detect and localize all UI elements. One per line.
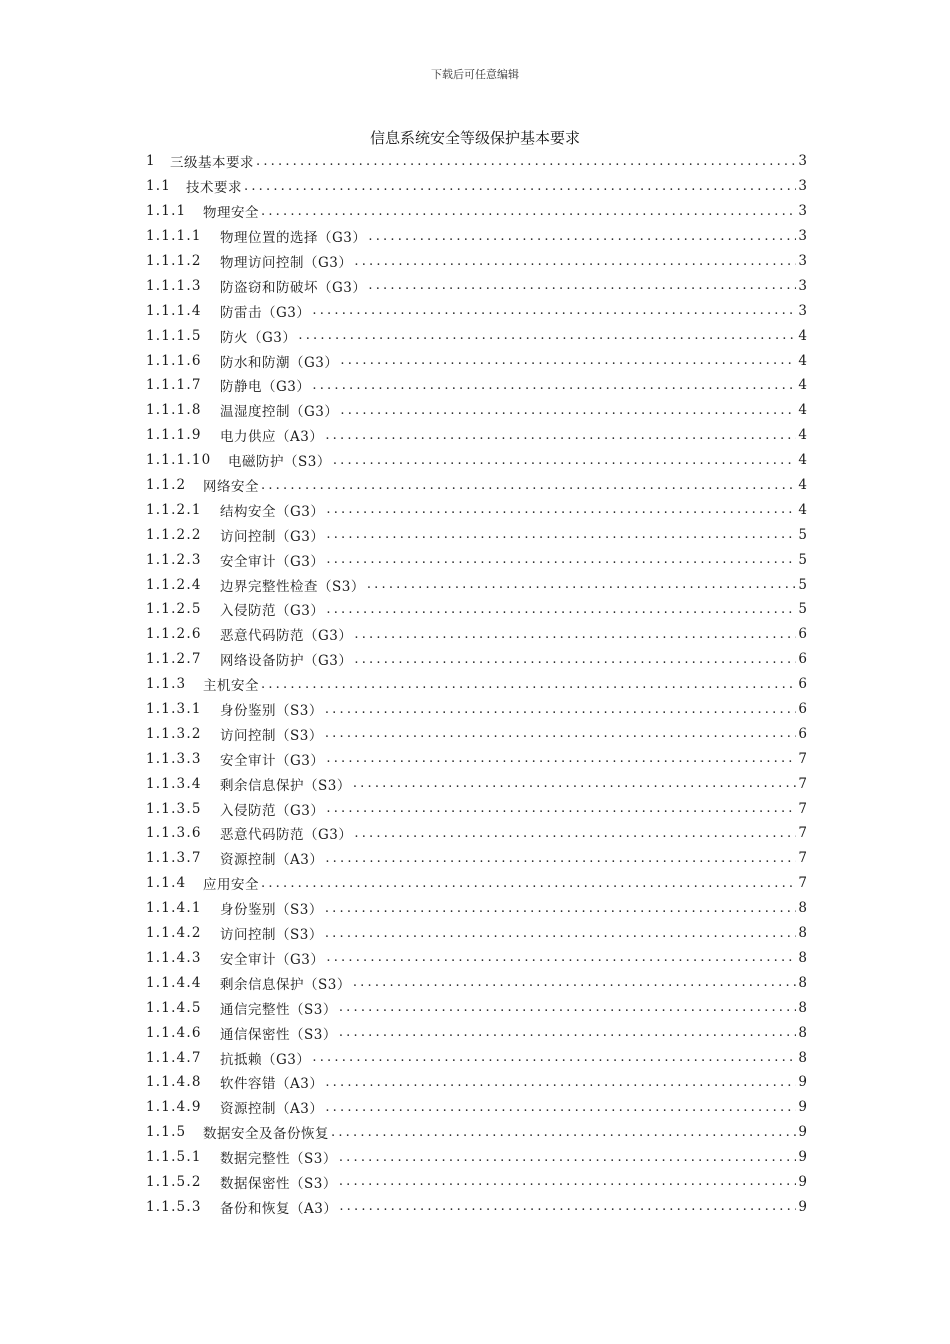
toc-entry[interactable] bbox=[146, 672, 807, 697]
toc-entry[interactable] bbox=[146, 398, 807, 423]
toc-entry-number: 1.1.4.1 bbox=[146, 900, 202, 917]
toc-entry-title: 物理访问控制（G3） bbox=[220, 255, 353, 271]
toc-entry-title: 防静电（G3） bbox=[220, 379, 311, 396]
toc-entry-page: 3 bbox=[798, 153, 807, 170]
toc-entry[interactable] bbox=[146, 547, 807, 572]
toc-entry-title: 电力供应（A3） bbox=[220, 429, 324, 446]
toc-entry-title: 安全审计（G3） bbox=[220, 752, 325, 769]
toc-entry-number: 1.1 bbox=[146, 178, 172, 195]
toc-entry-number: 1.1.2.1 bbox=[146, 501, 202, 518]
toc-entry-title: 网络设备防护（G3） bbox=[220, 653, 353, 670]
toc-dot-leader bbox=[325, 726, 796, 741]
toc-entry[interactable] bbox=[146, 298, 807, 323]
toc-entry-title: 结构安全（G3） bbox=[220, 503, 325, 520]
toc-entry-title: 安全审计（G3） bbox=[220, 553, 325, 570]
toc-dot-leader bbox=[312, 378, 796, 393]
toc-dot-leader bbox=[354, 826, 796, 841]
toc-entry[interactable] bbox=[146, 995, 807, 1020]
toc-entry-page: 4 bbox=[798, 501, 807, 518]
toc-entry[interactable] bbox=[146, 746, 807, 771]
toc-entry-title: 物理安全 bbox=[203, 205, 259, 222]
toc-entry-number: 1.1.5.2 bbox=[146, 1173, 202, 1190]
toc-dot-leader bbox=[340, 403, 796, 418]
toc-entry-number: 1.1.1.1 bbox=[146, 228, 202, 245]
toc-entry-number: 1.1.3.7 bbox=[146, 850, 202, 867]
toc-entry-page: 8 bbox=[798, 925, 807, 942]
toc-entry-page: 8 bbox=[798, 999, 807, 1016]
toc-entry-page: 4 bbox=[798, 377, 807, 394]
toc-entry-title: 剩余信息保护（S3） bbox=[220, 976, 351, 993]
toc-entry[interactable] bbox=[146, 273, 807, 298]
toc-entry-page: 7 bbox=[798, 800, 807, 817]
toc-entry[interactable] bbox=[146, 1045, 807, 1070]
toc-entry[interactable] bbox=[146, 1095, 807, 1120]
toc-entry-title: 安全审计（G3） bbox=[220, 951, 325, 968]
toc-dot-leader bbox=[339, 1000, 796, 1015]
toc-entry-title: 通信保密性（S3） bbox=[220, 1026, 337, 1043]
toc-dot-leader bbox=[261, 876, 796, 891]
toc-entry[interactable] bbox=[146, 871, 807, 896]
toc-entry-number: 1.1.1.4 bbox=[146, 302, 202, 319]
toc-entry-number: 1.1.4 bbox=[146, 875, 187, 892]
toc-dot-leader bbox=[325, 1075, 796, 1090]
toc-dot-leader bbox=[325, 428, 796, 443]
toc-entry-number: 1.1.2.7 bbox=[146, 651, 202, 668]
toc-entry-number: 1.1.4.3 bbox=[146, 949, 202, 966]
toc-entry[interactable] bbox=[146, 373, 807, 398]
toc-dot-leader bbox=[353, 776, 796, 791]
toc-entry-number: 1.1.4.6 bbox=[146, 1024, 202, 1041]
toc-entry[interactable] bbox=[146, 1070, 807, 1095]
toc-entry[interactable] bbox=[146, 497, 807, 522]
toc-entry-page: 7 bbox=[798, 850, 807, 867]
toc-entry[interactable] bbox=[146, 622, 807, 647]
toc-entry-title: 数据安全及备份恢复 bbox=[203, 1126, 329, 1143]
toc-entry-number: 1.1.2.4 bbox=[146, 576, 202, 593]
toc-entry-number: 1.1.4.9 bbox=[146, 1099, 202, 1116]
toc-entry-page: 8 bbox=[798, 1049, 807, 1066]
toc-entry-page: 5 bbox=[798, 601, 807, 618]
toc-dot-leader bbox=[340, 353, 796, 368]
toc-entry-title: 访问控制（S3） bbox=[220, 727, 323, 744]
toc-entry[interactable] bbox=[146, 473, 807, 498]
toc-dot-leader bbox=[326, 502, 796, 517]
toc-dot-leader bbox=[339, 1150, 796, 1165]
toc-entry-page: 9 bbox=[798, 1198, 807, 1215]
toc-entry-title: 软件容错（A3） bbox=[220, 1076, 324, 1093]
toc-dot-leader bbox=[312, 1050, 796, 1065]
toc-entry-page: 7 bbox=[798, 825, 807, 842]
toc-entry-number: 1.1.2.2 bbox=[146, 526, 202, 543]
toc-entry[interactable] bbox=[146, 348, 807, 373]
table-of-contents bbox=[146, 149, 807, 1219]
toc-entry[interactable] bbox=[146, 423, 807, 448]
toc-entry-page: 3 bbox=[798, 228, 807, 245]
toc-entry-page: 9 bbox=[798, 1173, 807, 1190]
toc-entry-title: 恶意代码防范（G3） bbox=[220, 628, 353, 645]
toc-dot-leader bbox=[354, 652, 796, 667]
toc-entry-title: 备份和恢复（A3） bbox=[220, 1200, 338, 1217]
toc-entry[interactable] bbox=[146, 946, 807, 971]
toc-entry-title: 边界完整性检查（S3） bbox=[220, 578, 365, 595]
toc-entry[interactable] bbox=[146, 448, 807, 473]
toc-entry-page: 4 bbox=[798, 452, 807, 469]
toc-entry[interactable] bbox=[146, 249, 807, 274]
toc-entry-number: 1.1.1.7 bbox=[146, 377, 202, 394]
toc-dot-leader bbox=[367, 577, 796, 592]
toc-dot-leader bbox=[368, 278, 796, 293]
toc-entry-title: 网络安全 bbox=[203, 479, 259, 496]
toc-entry-page: 9 bbox=[798, 1099, 807, 1116]
toc-dot-leader bbox=[326, 602, 796, 617]
toc-entry-page: 9 bbox=[798, 1124, 807, 1141]
toc-entry-number: 1.1.1.5 bbox=[146, 327, 202, 344]
toc-entry-number: 1.1.5 bbox=[146, 1124, 187, 1141]
toc-entry[interactable] bbox=[146, 896, 807, 921]
toc-dot-leader bbox=[261, 204, 796, 219]
toc-entry-title: 防雷击（G3） bbox=[220, 304, 311, 321]
toc-entry-page: 8 bbox=[798, 900, 807, 917]
toc-entry[interactable] bbox=[146, 1194, 807, 1219]
toc-entry-title: 访问控制（S3） bbox=[220, 927, 323, 944]
toc-dot-leader bbox=[244, 179, 796, 194]
toc-entry-number: 1.1.3.5 bbox=[146, 800, 202, 817]
toc-dot-leader bbox=[326, 950, 796, 965]
toc-entry-number: 1.1.3.4 bbox=[146, 775, 202, 792]
toc-entry-page: 4 bbox=[798, 327, 807, 344]
toc-entry[interactable] bbox=[146, 970, 807, 995]
toc-entry[interactable] bbox=[146, 846, 807, 871]
toc-entry-page: 7 bbox=[798, 775, 807, 792]
toc-entry-number: 1.1.2.5 bbox=[146, 601, 202, 618]
toc-entry-page: 5 bbox=[798, 526, 807, 543]
toc-entry[interactable] bbox=[146, 1020, 807, 1045]
toc-dot-leader bbox=[339, 1199, 796, 1214]
toc-entry-title: 资源控制（A3） bbox=[220, 852, 324, 869]
toc-entry-number: 1.1.3 bbox=[146, 676, 187, 693]
toc-entry-title: 入侵防范（G3） bbox=[220, 603, 325, 620]
toc-entry-page: 7 bbox=[798, 750, 807, 767]
toc-entry-page: 4 bbox=[798, 477, 807, 494]
toc-entry-title: 数据完整性（S3） bbox=[220, 1151, 337, 1168]
toc-entry-number: 1.1.4.4 bbox=[146, 974, 202, 991]
toc-entry-number: 1.1.1.9 bbox=[146, 427, 202, 444]
toc-entry-page: 8 bbox=[798, 949, 807, 966]
header-note: 下载后可任意编辑 bbox=[431, 68, 519, 81]
toc-dot-leader bbox=[326, 552, 796, 567]
toc-entry[interactable] bbox=[146, 597, 807, 622]
toc-entry-title: 温湿度控制（G3） bbox=[220, 404, 339, 421]
document-title: 信息系统安全等级保护基本要求 bbox=[369, 129, 580, 147]
toc-entry-number: 1.1.4.5 bbox=[146, 999, 202, 1016]
toc-dot-leader bbox=[298, 328, 796, 343]
toc-entry[interactable] bbox=[146, 1170, 807, 1195]
toc-dot-leader bbox=[325, 702, 796, 717]
toc-entry-number: 1.1.4.7 bbox=[146, 1049, 202, 1066]
toc-dot-leader bbox=[326, 801, 796, 816]
toc-entry[interactable] bbox=[146, 721, 807, 746]
toc-entry-page: 3 bbox=[798, 203, 807, 220]
toc-entry[interactable] bbox=[146, 1120, 807, 1145]
toc-dot-leader bbox=[353, 975, 796, 990]
toc-dot-leader bbox=[354, 627, 796, 642]
toc-entry-title: 剩余信息保护（S3） bbox=[220, 777, 351, 794]
toc-entry-title: 入侵防范（G3） bbox=[220, 802, 325, 819]
toc-dot-leader bbox=[325, 901, 796, 916]
toc-entry-page: 6 bbox=[798, 626, 807, 643]
toc-entry-page: 3 bbox=[798, 178, 807, 195]
toc-entry-page: 9 bbox=[798, 1074, 807, 1091]
toc-entry-page: 3 bbox=[798, 277, 807, 294]
toc-entry[interactable] bbox=[146, 821, 807, 846]
toc-entry-title: 三级基本要求 bbox=[170, 155, 254, 172]
toc-dot-leader bbox=[325, 1100, 796, 1115]
toc-entry-number: 1.1.5.1 bbox=[146, 1149, 202, 1166]
toc-dot-leader bbox=[339, 1174, 796, 1189]
toc-dot-leader bbox=[354, 254, 796, 269]
toc-entry-page: 4 bbox=[798, 427, 807, 444]
toc-entry-title: 防火（G3） bbox=[220, 329, 297, 346]
toc-entry-page: 8 bbox=[798, 974, 807, 991]
toc-dot-leader bbox=[326, 527, 796, 542]
toc-entry[interactable] bbox=[146, 224, 807, 249]
toc-entry-number: 1.1.1.6 bbox=[146, 352, 202, 369]
toc-entry-page: 3 bbox=[798, 253, 807, 269]
toc-entry[interactable] bbox=[146, 697, 807, 722]
toc-entry-number: 1 bbox=[146, 153, 156, 170]
toc-entry[interactable] bbox=[146, 174, 807, 199]
toc-entry-title: 技术要求 bbox=[186, 180, 242, 197]
toc-entry-page: 6 bbox=[798, 701, 807, 718]
toc-entry-number: 1.1.4.8 bbox=[146, 1074, 202, 1091]
toc-entry-page: 5 bbox=[798, 551, 807, 568]
toc-dot-leader bbox=[339, 1025, 796, 1040]
toc-entry-page: 9 bbox=[798, 1149, 807, 1166]
toc-entry-title: 物理位置的选择（G3） bbox=[220, 230, 367, 247]
toc-entry-title: 访问控制（G3） bbox=[220, 528, 325, 545]
toc-entry-number: 1.1.4.2 bbox=[146, 925, 202, 942]
toc-dot-leader bbox=[333, 453, 796, 468]
toc-entry[interactable] bbox=[146, 323, 807, 348]
toc-entry-page: 7 bbox=[798, 875, 807, 892]
toc-entry-title: 主机安全 bbox=[203, 678, 259, 695]
toc-entry-number: 1.1.2.6 bbox=[146, 626, 202, 643]
toc-entry[interactable] bbox=[146, 796, 807, 821]
toc-dot-leader bbox=[368, 229, 796, 244]
toc-entry-page: 6 bbox=[798, 725, 807, 742]
toc-entry-title: 电磁防护（S3） bbox=[228, 454, 331, 471]
toc-entry[interactable] bbox=[146, 1145, 807, 1170]
toc-entry-number: 1.1.1.10 bbox=[146, 452, 212, 469]
toc-entry-number: 1.1.1.3 bbox=[146, 277, 202, 294]
toc-entry-title: 防盗窃和防破坏（G3） bbox=[220, 279, 367, 296]
toc-dot-leader bbox=[326, 751, 796, 766]
toc-dot-leader bbox=[325, 851, 796, 866]
toc-entry-title: 通信完整性（S3） bbox=[220, 1001, 337, 1018]
toc-entry-page: 6 bbox=[798, 651, 807, 668]
toc-entry-page: 6 bbox=[798, 676, 807, 693]
toc-entry-number: 1.1.1.2 bbox=[146, 253, 202, 269]
toc-dot-leader bbox=[261, 677, 796, 692]
toc-entry-title: 身份鉴别（S3） bbox=[220, 902, 323, 919]
toc-entry-number: 1.1.5.3 bbox=[146, 1198, 202, 1215]
toc-dot-leader bbox=[256, 154, 796, 169]
toc-entry-number: 1.1.1 bbox=[146, 203, 187, 220]
toc-entry-number: 1.1.2.3 bbox=[146, 551, 202, 568]
toc-entry-title: 应用安全 bbox=[203, 877, 259, 894]
toc-dot-leader bbox=[261, 478, 796, 493]
toc-dot-leader bbox=[331, 1125, 796, 1140]
toc-entry-number: 1.1.3.2 bbox=[146, 725, 202, 742]
toc-entry-number: 1.1.3.6 bbox=[146, 825, 202, 842]
toc-entry-page: 5 bbox=[798, 576, 807, 593]
toc-entry-title: 防水和防潮（G3） bbox=[220, 354, 339, 371]
toc-entry-number: 1.1.1.8 bbox=[146, 402, 202, 419]
toc-dot-leader bbox=[312, 303, 796, 318]
toc-entry-title: 资源控制（A3） bbox=[220, 1101, 324, 1118]
toc-entry[interactable] bbox=[146, 647, 807, 672]
toc-entry-title: 恶意代码防范（G3） bbox=[220, 827, 353, 844]
toc-entry-title: 身份鉴别（S3） bbox=[220, 703, 323, 720]
toc-entry-title: 数据保密性（S3） bbox=[220, 1175, 337, 1192]
toc-entry-title: 抗抵赖（G3） bbox=[220, 1051, 311, 1068]
toc-entry[interactable] bbox=[146, 771, 807, 796]
toc-entry-page: 4 bbox=[798, 402, 807, 419]
toc-entry-page: 4 bbox=[798, 352, 807, 369]
toc-entry-page: 8 bbox=[798, 1024, 807, 1041]
toc-entry-page: 3 bbox=[798, 302, 807, 319]
toc-entry[interactable] bbox=[146, 572, 807, 597]
toc-entry[interactable] bbox=[146, 522, 807, 547]
toc-entry[interactable] bbox=[146, 921, 807, 946]
toc-entry[interactable] bbox=[146, 149, 807, 174]
toc-entry-number: 1.1.2 bbox=[146, 477, 187, 494]
toc-entry-number: 1.1.3.3 bbox=[146, 750, 202, 767]
toc-entry-number: 1.1.3.1 bbox=[146, 701, 202, 718]
toc-entry[interactable] bbox=[146, 199, 807, 224]
toc-dot-leader bbox=[325, 926, 796, 941]
